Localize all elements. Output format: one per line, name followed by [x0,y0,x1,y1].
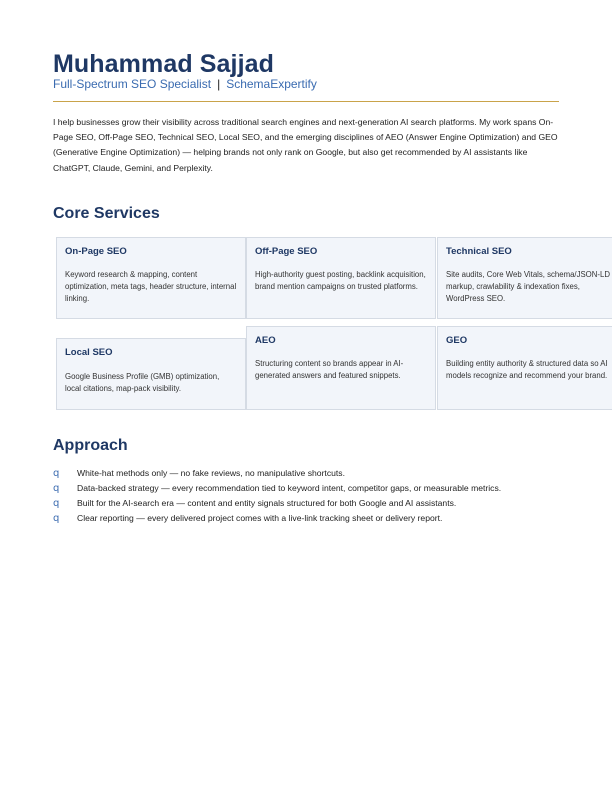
service-card-title: GEO [446,335,468,346]
approach-text: Data-backed strategy — every recommendation tied to keyword intent, competitor gaps, or measurable metrics. [77,483,502,493]
list-item [53,496,559,511]
approach-text: Built for the AI-search era — content and entity signals structured for both Google and AI assistants. [77,498,457,508]
service-card-title: Technical SEO [446,246,512,257]
service-card-off-page-seo [246,237,436,319]
service-card-description: Keyword research & mapping, content optimization, meta tags, header structure, internal linking. [65,270,237,303]
service-card-title: AEO [255,335,276,346]
service-card-title: Local SEO [65,347,113,358]
service-card-description: Google Business Profile (GMB) optimization, local citations, map-pack visibility. [65,372,220,393]
service-card-description: Building entity authority & structured data so AI models recognize and recommend your brand. [446,359,608,380]
header-divider [53,101,559,102]
approach-text: White-hat methods only — no fake reviews, no manipulative shortcuts. [77,468,345,478]
services-heading: Core Services [53,205,160,222]
service-card-local-seo [56,338,246,410]
service-card-title: On-Page SEO [65,246,127,257]
list-item [53,511,559,526]
intro-paragraph: I help businesses grow their visibility across traditional search engines and next-generation AI search platforms. My work spans On-Page SEO, Off-Page SEO, Technical SEO, Local SEO, and the emerging disciplines of AEO (Answer Engine Optimization) and GEO (Generative Engine Optimization) — helping brands not only rank on Google, but also get recommended by AI assistants like ChatGPT, Claude, Gemini, and Perplexity. [53,117,558,173]
tagline [53,77,317,91]
brand-name: SchemaExpertify [226,77,317,91]
bullet-icon: q [53,468,60,479]
service-card-description: Structuring content so brands appear in AI-generated answers and featured snippets. [255,359,404,380]
service-card-geo [437,326,612,410]
bullet-icon: q [53,498,60,509]
approach-text: Clear reporting — every delivered project comes with a live-link tracking sheet or delivery report. [77,513,443,523]
service-card-description: Site audits, Core Web Vitals, schema/JSON-LD markup, crawlability & indexation fixes, WordPress SEO. [446,270,610,303]
role-title: Full-Spectrum SEO Specialist [53,77,212,91]
page-title: Muhammad Sajjad [53,50,274,78]
list-item [53,481,559,496]
list-item [53,466,559,481]
service-card-technical-seo [437,237,612,319]
bullet-icon: q [53,483,60,494]
approach-list [53,466,559,526]
service-card-on-page-seo [56,237,246,319]
service-card-description: High-authority guest posting, backlink acquisition, brand mention campaigns on trusted platforms. [255,270,426,291]
service-card-title: Off-Page SEO [255,246,318,257]
bullet-icon: q [53,513,60,524]
service-card-aeo [246,326,436,410]
tagline-separator: | [217,77,221,91]
approach-heading: Approach [53,437,128,454]
